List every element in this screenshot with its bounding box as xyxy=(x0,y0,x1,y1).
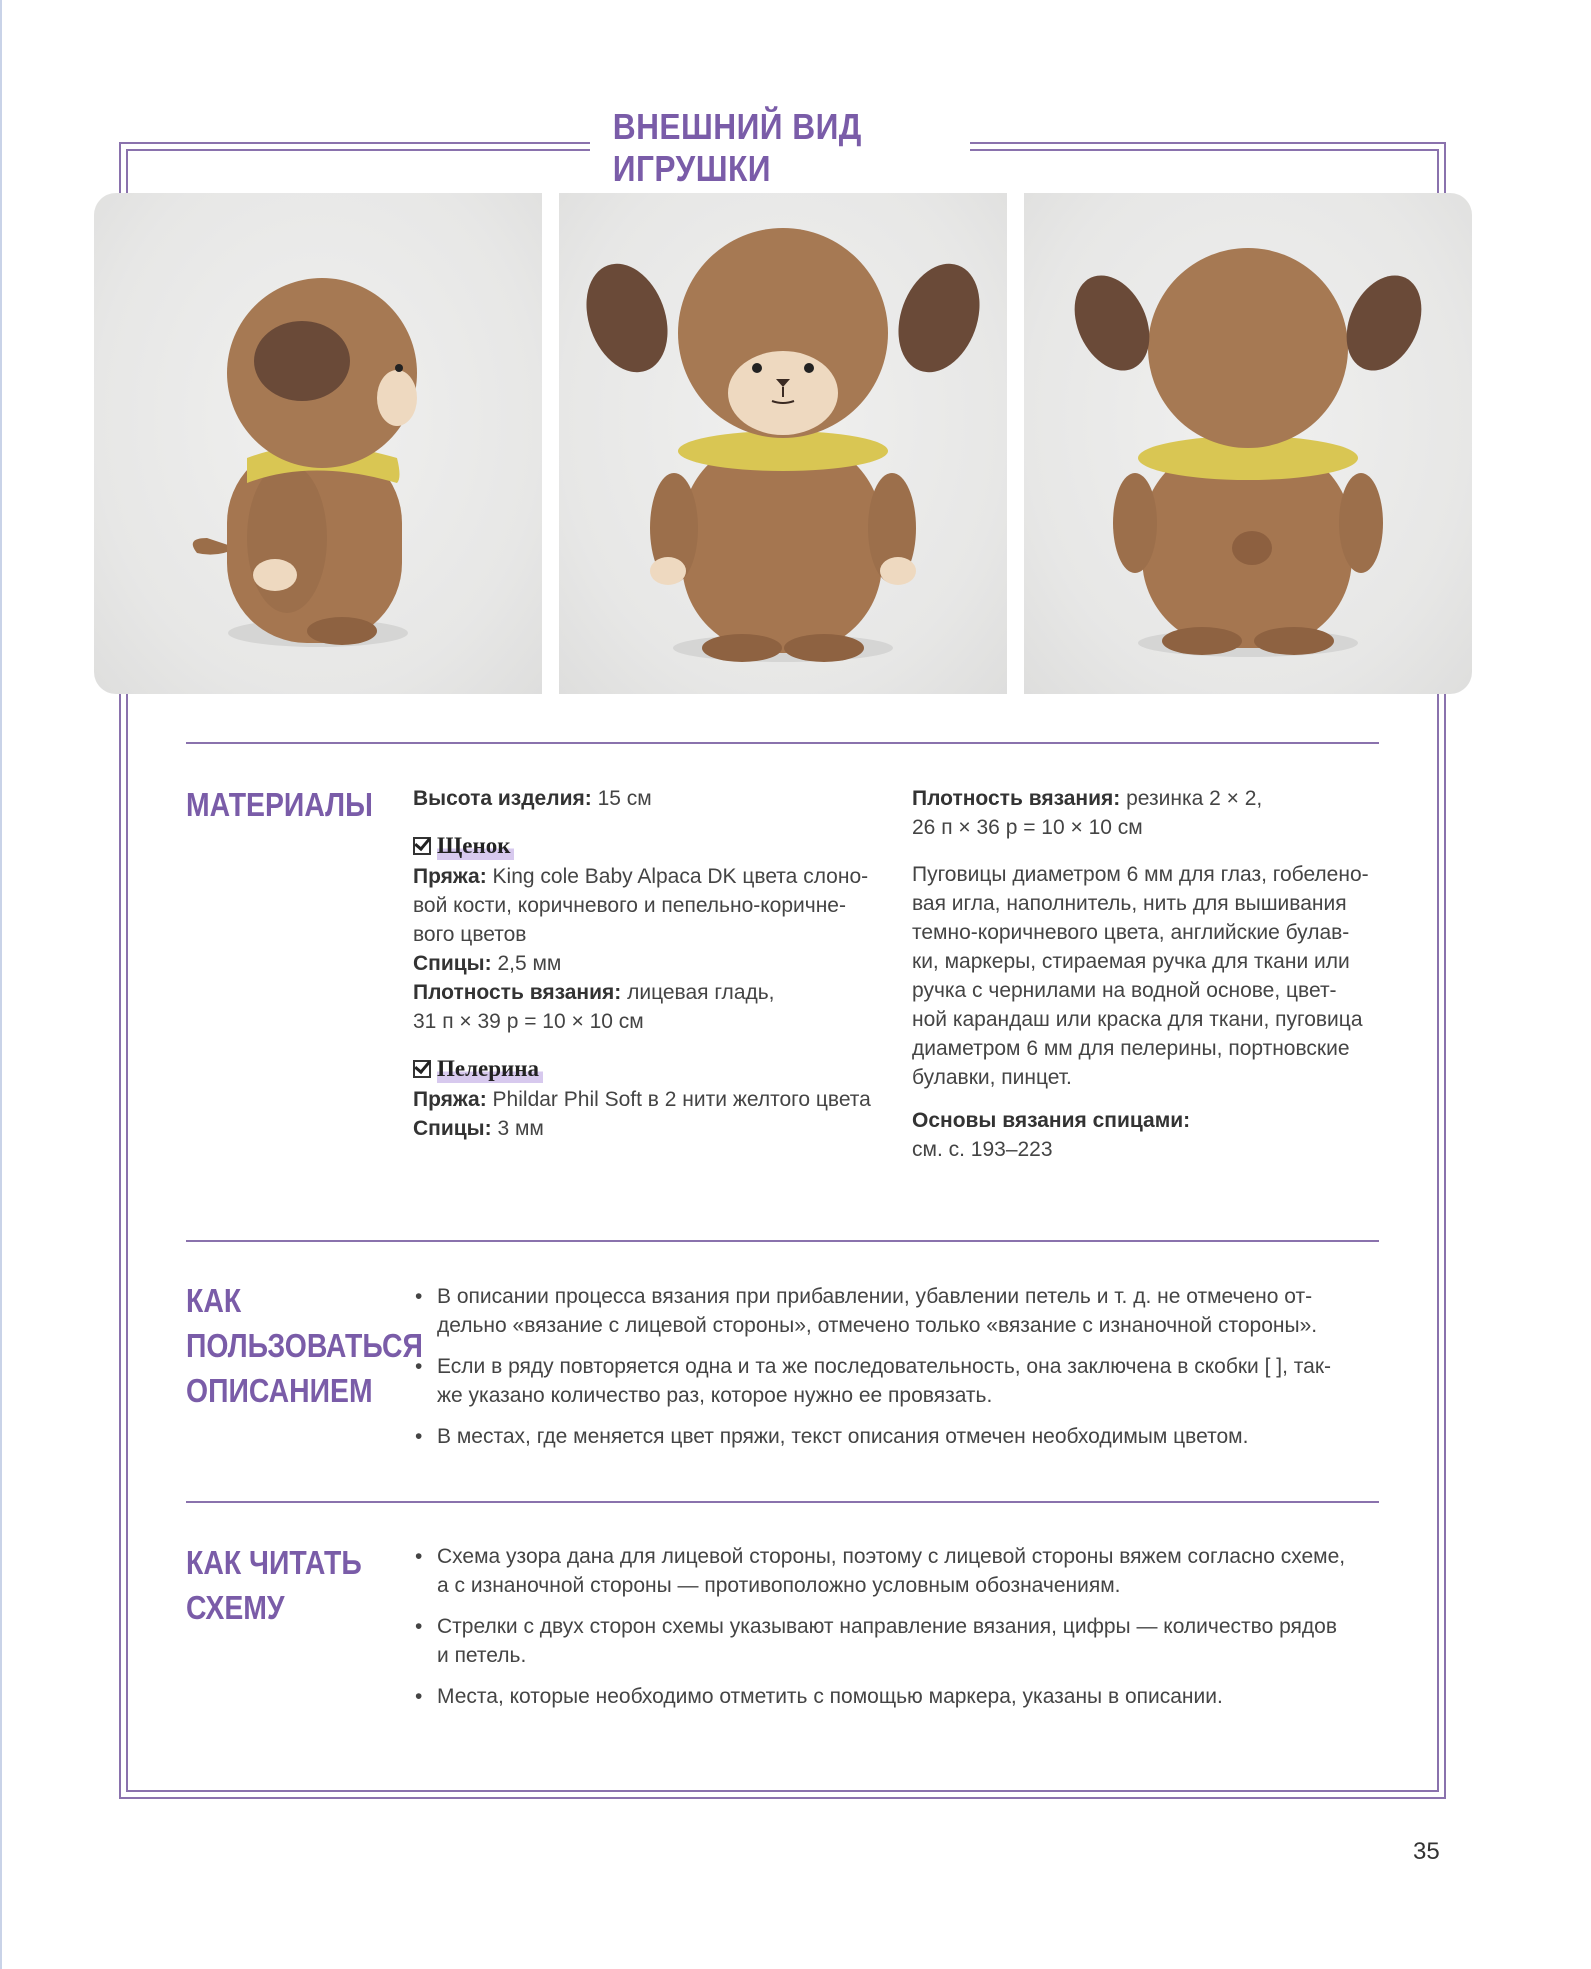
puppy-needles-label: Спицы: xyxy=(413,952,492,975)
materials-right-column xyxy=(912,784,1382,1164)
list-item xyxy=(413,1422,1393,1451)
puppy-density-value-2: 31 п × 39 р = 10 × 10 см xyxy=(413,1010,644,1033)
height-value: 15 см xyxy=(591,787,652,810)
divider-1 xyxy=(186,742,1379,744)
puppy-yarn-line-2: вой кости, коричневого и пепельно-коричне- xyxy=(413,894,846,917)
toy-photo-front xyxy=(559,193,1007,694)
cape-yarn-label: Пряжа: xyxy=(413,1088,487,1111)
materials-left-column xyxy=(413,784,893,1143)
cape-needles-value: 3 мм xyxy=(491,1117,544,1140)
materials-heading: МАТЕРИАЛЫ xyxy=(186,786,373,823)
divider-3 xyxy=(186,1501,1379,1503)
how-to-read-heading xyxy=(186,1540,362,1630)
how-to-read-list xyxy=(413,1542,1393,1723)
bullet-line: • Схема узора дана для лицевой стороны, поэтому с лицевой стороны вяжем согласно схеме, xyxy=(437,1545,1346,1568)
bullet-line: • Места, которые необходимо отметить с помощью маркера, указаны в описании. xyxy=(437,1685,1223,1708)
puppy-yarn-line-1: King cole Baby Alpaca DK цвета слоно- xyxy=(486,865,869,888)
list-item xyxy=(413,1612,1393,1670)
bullet-line: • Стрелки с двух сторон схемы указывают направление вязания, цифры — количество рядов xyxy=(437,1615,1337,1638)
right-density-value-2: 26 п × 36 р = 10 × 10 см xyxy=(912,816,1143,839)
extras-line-4: ки, маркеры, стираемая ручка для ткани или xyxy=(912,950,1350,973)
page-title: ВНЕШНИЙ ВИД ИГРУШКИ xyxy=(612,106,862,189)
puppy-subheading xyxy=(413,831,893,860)
bullet-line: дельно «вязание с лицевой стороны», отмечено только «вязание с изнаночной стороны». xyxy=(437,1314,1318,1337)
extras-line-3: темно-коричневого цвета, английские булав- xyxy=(912,921,1350,944)
puppy-title: Щенок xyxy=(437,831,514,860)
cape-needles-label: Спицы: xyxy=(413,1117,492,1140)
bullet-line: и петель. xyxy=(437,1644,527,1667)
puppy-yarn-label: Пряжа: xyxy=(413,865,487,888)
how-to-use-heading xyxy=(186,1278,423,1413)
how-to-use-heading-line-1: КАК xyxy=(186,1282,242,1319)
checkbox-icon xyxy=(413,837,431,855)
list-item xyxy=(413,1682,1393,1711)
bullet-line: же указано количество раз, которое нужно ее провязать. xyxy=(437,1384,993,1407)
right-density-value: резинка 2 × 2, xyxy=(1120,787,1263,810)
how-to-use-heading-line-2: ПОЛЬЗОВАТЬСЯ xyxy=(186,1327,423,1364)
how-to-read-heading-line-1: КАК ЧИТАТЬ xyxy=(186,1544,362,1581)
puppy-back-illustration xyxy=(1024,193,1472,694)
height-label: Высота изделия: xyxy=(413,787,592,810)
cape-subheading xyxy=(413,1054,893,1083)
toy-photo-side xyxy=(94,193,542,694)
checkbox-icon xyxy=(413,1060,431,1078)
extras-line-6: ной карандаш или краска для ткани, пуговица xyxy=(912,1008,1363,1031)
basics-label: Основы вязания спицами: xyxy=(912,1109,1191,1132)
divider-2 xyxy=(186,1240,1379,1242)
cape-yarn-value: Phildar Phil Soft в 2 нити желтого цвета xyxy=(486,1088,871,1111)
list-item xyxy=(413,1542,1393,1600)
puppy-front-illustration xyxy=(559,193,1007,694)
bullet-line: • В местах, где меняется цвет пряжи, текст описания отмечен необходимым цветом. xyxy=(437,1425,1249,1448)
puppy-side-illustration xyxy=(94,193,542,694)
puppy-density-label: Плотность вязания: xyxy=(413,981,622,1004)
bullet-line: • В описании процесса вязания при прибавлении, убавлении петель и т. д. не отмечено от- xyxy=(437,1285,1313,1308)
extras-line-5: ручка с чернилами на водной основе, цвет- xyxy=(912,979,1337,1002)
extras-line-2: вая игла, наполнитель, нить для вышивания xyxy=(912,892,1347,915)
page-number: 35 xyxy=(1413,1838,1440,1865)
extras-line-8: булавки, пинцет. xyxy=(912,1066,1072,1089)
bullet-line: а с изнаночной стороны — противоположно условным обозначениям. xyxy=(437,1574,1121,1597)
puppy-density-value: лицевая гладь, xyxy=(621,981,775,1004)
cape-title: Пелерина xyxy=(437,1054,543,1083)
how-to-read-heading-line-2: СХЕМУ xyxy=(186,1589,285,1626)
toy-photo-back xyxy=(1024,193,1472,694)
page-edge xyxy=(0,0,2,1969)
extras-line-7: диаметром 6 мм для пелерины, портновские xyxy=(912,1037,1350,1060)
section-title-box xyxy=(590,106,970,189)
list-item xyxy=(413,1282,1393,1340)
right-density-label: Плотность вязания: xyxy=(912,787,1121,810)
how-to-use-list xyxy=(413,1282,1393,1463)
how-to-use-heading-line-3: ОПИСАНИЕМ xyxy=(186,1372,373,1409)
puppy-needles-value: 2,5 мм xyxy=(491,952,562,975)
basics-value: см. с. 193–223 xyxy=(912,1138,1053,1161)
extras-line-1: Пуговицы диаметром 6 мм для глаз, гобелено- xyxy=(912,863,1369,886)
puppy-yarn-line-3: вого цветов xyxy=(413,923,527,946)
photo-strip xyxy=(94,193,1472,694)
bullet-line: • Если в ряду повторяется одна и та же последовательность, она заключена в скобки [ ], так- xyxy=(437,1355,1332,1378)
list-item xyxy=(413,1352,1393,1410)
